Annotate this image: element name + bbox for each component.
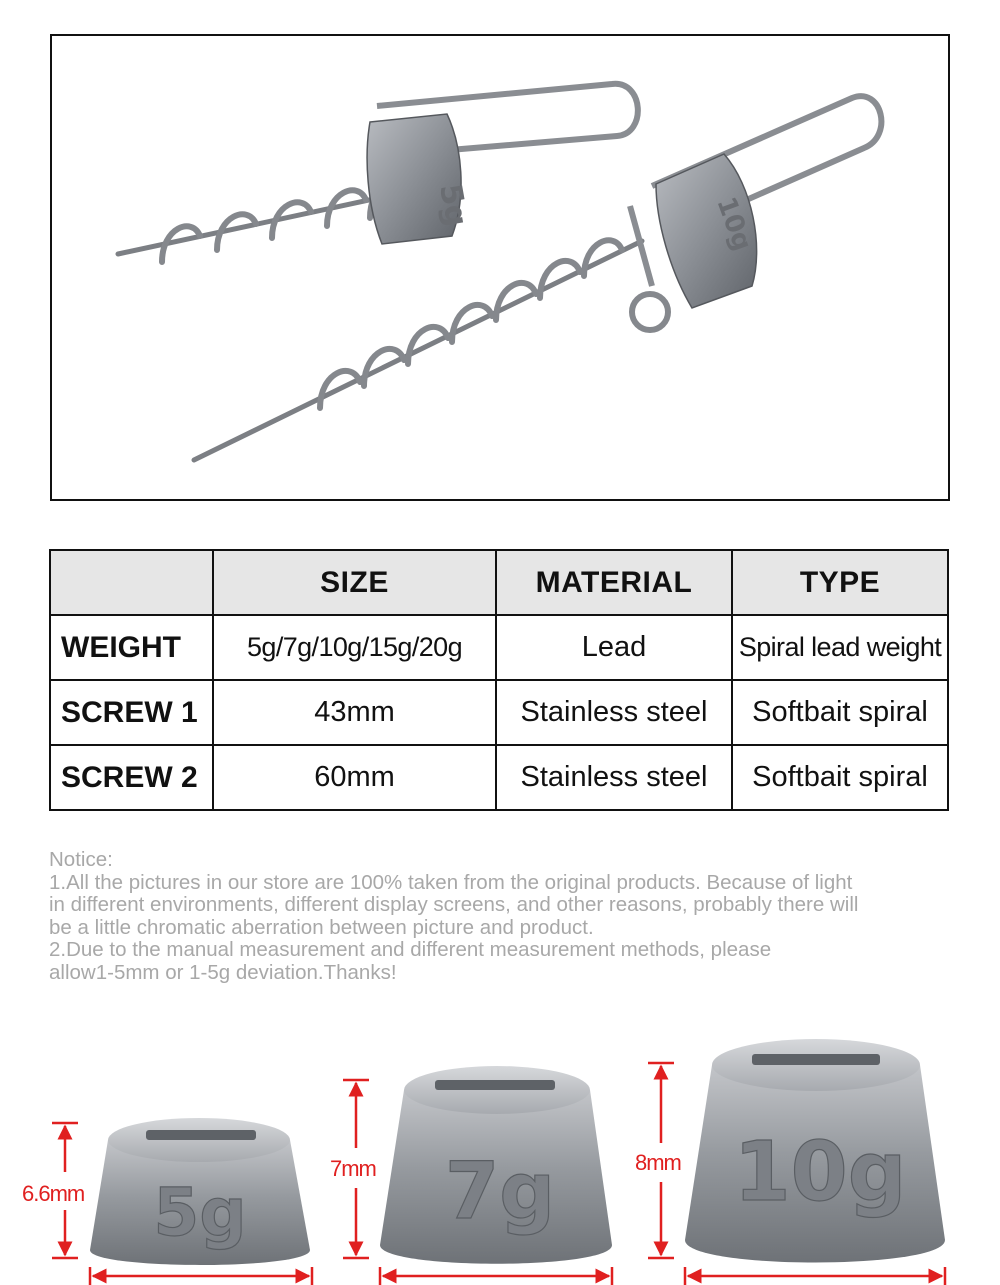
notice-line: be a little chromatic aberration between picture and product. xyxy=(49,915,594,939)
upper-weight-mark: 5g xyxy=(432,181,474,230)
cell-type: Softbait spiral xyxy=(732,680,948,745)
lower-weight-mark: 10g xyxy=(710,193,758,255)
weight-7g xyxy=(380,1066,612,1264)
weight-5g xyxy=(90,1118,310,1265)
cell-type: Spiral lead weight xyxy=(732,615,948,680)
table-header-row xyxy=(50,550,948,615)
spiral-weights-illustration xyxy=(52,36,948,499)
row-label: SCREW 1 xyxy=(50,680,213,745)
notice-line: in different environments, different display screens, and other reasons, probably there will xyxy=(49,893,859,917)
notice-line: allow1-5mm or 1-5g deviation.Thanks! xyxy=(49,960,397,984)
header-cell-type: TYPE xyxy=(732,550,948,615)
height-label-7g: 7mm xyxy=(330,1156,376,1181)
cell-size: 43mm xyxy=(213,680,496,745)
header-cell-empty xyxy=(50,550,213,615)
header-cell-material: MATERIAL xyxy=(496,550,732,615)
notice-block xyxy=(49,849,959,985)
weight-10g xyxy=(685,1039,945,1263)
notice-line: 1.All the pictures in our store are 100% taken from the original products. Because of light xyxy=(49,870,853,894)
table-row xyxy=(50,680,948,745)
product-photo xyxy=(50,34,950,501)
height-label-10g: 8mm xyxy=(635,1150,681,1175)
table-row xyxy=(50,745,948,810)
notice-line: 2.Due to the manual measurement and different measurement methods, please xyxy=(49,938,772,962)
weight-10g-mark: 10g xyxy=(733,1125,907,1220)
cell-size: 5g/7g/10g/15g/20g xyxy=(213,615,496,680)
table-row xyxy=(50,615,948,680)
cell-size: 60mm xyxy=(213,745,496,810)
cell-material: Stainless steel xyxy=(496,745,732,810)
cell-type: Softbait spiral xyxy=(732,745,948,810)
lower-spiral-screw xyxy=(194,96,881,460)
weights-illustration xyxy=(0,1030,1000,1285)
header-cell-size: SIZE xyxy=(213,550,496,615)
notice-title: Notice: xyxy=(49,848,113,871)
weights-dimension-section xyxy=(0,1030,1000,1285)
height-label-5g: 6.6mm xyxy=(22,1181,85,1206)
row-label: WEIGHT xyxy=(50,615,213,680)
weight-7g-mark: 7g xyxy=(444,1147,556,1237)
weight-5g-mark: 5g xyxy=(153,1174,247,1251)
upper-spiral-screw xyxy=(118,84,638,262)
row-label: SCREW 2 xyxy=(50,745,213,810)
cell-material: Stainless steel xyxy=(496,680,732,745)
cell-material: Lead xyxy=(496,615,732,680)
spec-table xyxy=(49,549,949,811)
